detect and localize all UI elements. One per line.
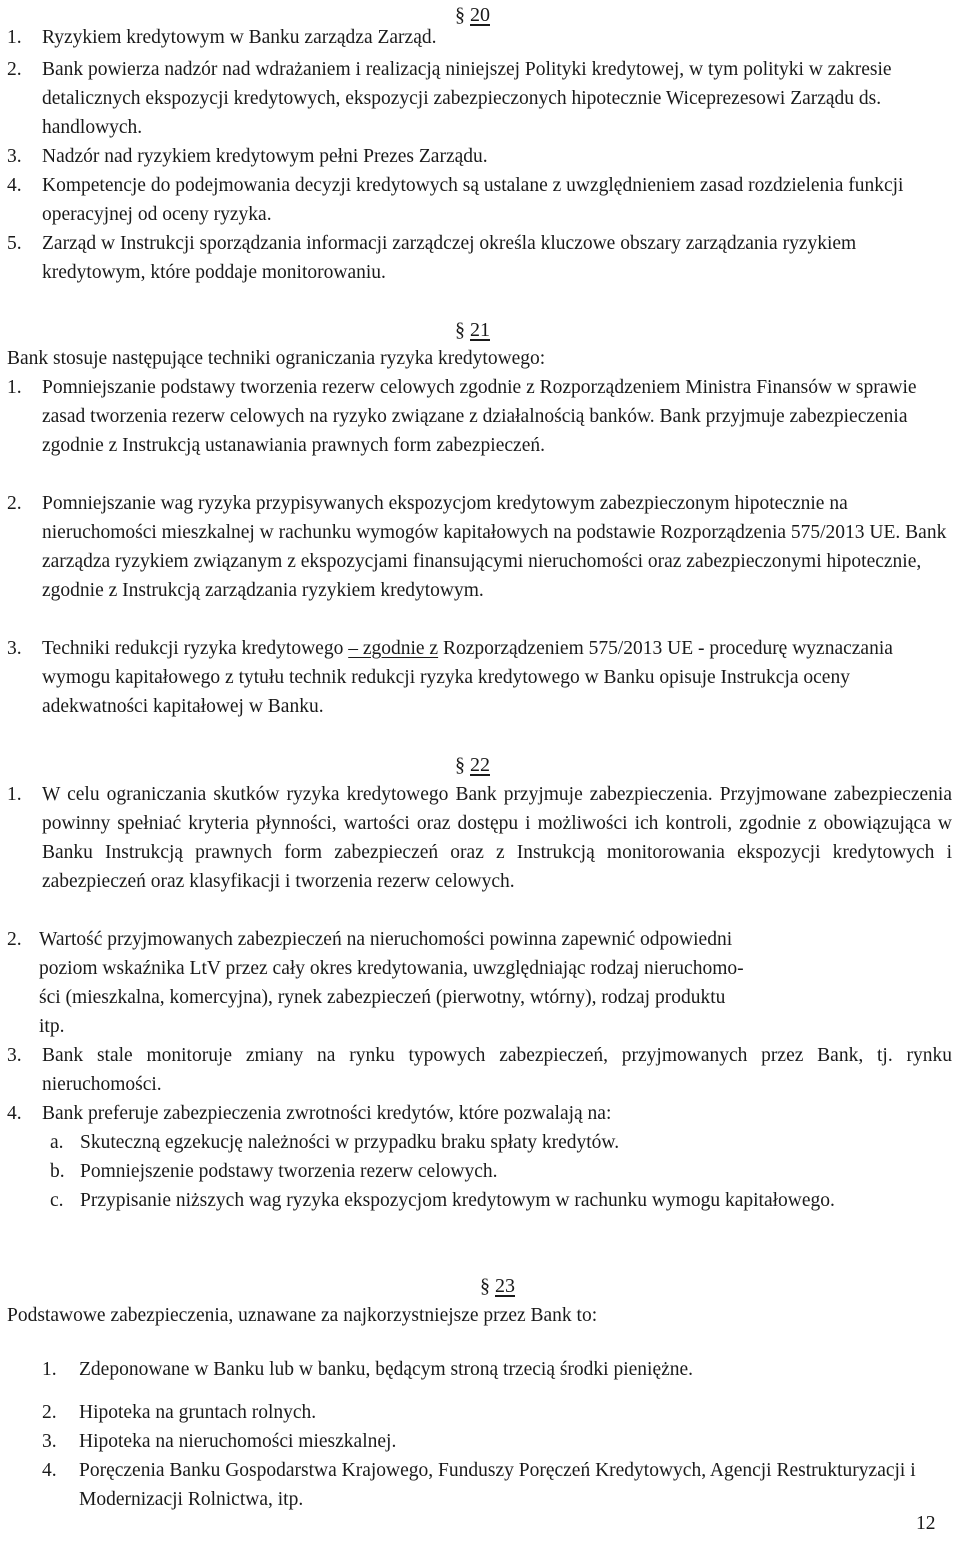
item-number: 1. xyxy=(7,377,22,398)
item-text: Bank powierza nadzór nad wdrażaniem i realizacją niniejszej Polityki kredytowej, w tym polityki w zakresie detalicznych ekspozycji kredytowych, ekspozycji zabezpieczonych hipotecznie Wiceprezesowi Zarządu ds. handlowych. xyxy=(42,59,892,138)
subitem-letter: a. xyxy=(50,1132,64,1153)
section-symbol: § xyxy=(455,754,465,776)
s23-item-4 xyxy=(42,1456,922,1514)
item-number: 3. xyxy=(7,638,22,659)
item-number: 3. xyxy=(7,146,22,167)
s22-item-4 xyxy=(7,1099,952,1128)
item-number: 1. xyxy=(7,784,22,805)
item-text: Zarząd w Instrukcji sporządzania informacji zarządczej określa kluczowe obszary zarządzania ryzykiem kredytowym, które poddaje monitorowaniu. xyxy=(42,233,857,283)
item-number: 2. xyxy=(7,59,22,80)
section-symbol: § xyxy=(455,4,465,26)
item-number: 2. xyxy=(7,493,22,514)
item-text: Hipoteka na nieruchomości mieszkalnej. xyxy=(79,1431,397,1452)
s22-item-2 xyxy=(7,925,952,1041)
item-text: W celu ograniczania skutków ryzyka kredytowego Bank przyjmuje zabezpieczenia. Przyjmowane zabezpieczenia powinny spełniać kryteria płynności, wartości oraz dostępu i możliwości ich kontroli, zgodnie z obowiązująca w Banku Instrukcją prawnych form zabezpieczeń oraz z Instrukcją monitorowania ekspozycji kredytowych i zabezpieczeń oraz klasyfikacji i tworzenia rezerw celowych. xyxy=(42,784,952,892)
subitem-text: Pomniejszenie podstawy tworzenia rezerw celowych. xyxy=(80,1161,498,1182)
subitem-letter: c. xyxy=(50,1190,64,1211)
s20-item-2 xyxy=(7,55,952,142)
item-text: Pomniejszanie podstawy tworzenia rezerw celowych zgodnie z Rozporządzeniem Ministra Finansów w sprawie zasad tworzenia rezerw celowych na ryzyko związane z działalnością banków. Bank przyjmuje zabezpieczenia zgodnie z Instrukcją ustanawiania prawnych form zabezpieczeń. xyxy=(42,377,917,456)
item-text xyxy=(39,925,952,1041)
section-21-heading xyxy=(455,318,490,342)
s22-item-3 xyxy=(7,1041,952,1099)
item-text-part: Rozporządzeniem 575/2013 UE - procedurę wyznaczania wymogu kapitałowego z tytułu technik redukcji ryzyka kredytowego w Banku opisuje Instrukcja oceny adekwatności kapitałowej w Banku. xyxy=(42,638,893,717)
s21-intro: Bank stosuje następujące techniki ograniczania ryzyka kredytowego: xyxy=(7,348,546,369)
subitem-text: Przypisanie niższych wag ryzyka ekspozycjom kredytowym w rachunku wymogu kapitałowego. xyxy=(80,1190,835,1211)
item-number: 3. xyxy=(7,1045,22,1066)
s20-item-3 xyxy=(7,142,952,171)
subitem-text: Skuteczną egzekucję należności w przypadku braku spłaty kredytów. xyxy=(80,1132,620,1153)
s20-item-1 xyxy=(7,23,952,52)
s22-subitem-a xyxy=(50,1128,952,1157)
section-23-heading xyxy=(480,1274,515,1298)
item-text xyxy=(42,634,952,721)
item-number: 2. xyxy=(7,929,22,950)
item-text: Kompetencje do podejmowania decyzji kredytowych są ustalane z uwzględnieniem zasad rozdzielenia funkcji operacyjnej od oceny ryzyka. xyxy=(42,175,904,225)
item-number: 1. xyxy=(42,1359,57,1380)
item-text-line: ści (mieszkalna, komercyjna), rynek zabezpieczeń (pierwotny, wtórny), rodzaj produktu xyxy=(39,987,726,1008)
item-text-line: poziom wskaźnika LtV przez cały okres kredytowania, uwzględniając rodzaj nieruchomo- xyxy=(39,958,744,979)
s23-intro: Podstawowe zabezpieczenia, uznawane za najkorzystniejsze przez Bank to: xyxy=(7,1305,598,1326)
item-text-line: Wartość przyjmowanych zabezpieczeń na nieruchomości powinna zapewnić odpowiedni xyxy=(39,929,733,950)
s22-item-1 xyxy=(7,780,952,896)
s22-subitem-b xyxy=(50,1157,952,1186)
s22-subitem-c xyxy=(50,1186,952,1215)
s23-item-2 xyxy=(42,1398,952,1427)
item-text: Pomniejszanie wag ryzyka przypisywanych ekspozycjom kredytowym zabezpieczonym hipotecznie na nieruchomości mieszkalnej w rachunku wymogów kapitałowych na podstawie Rozporządzenia 575/2013 UE. Bank zarządza ryzykiem związanym z ekspozycjami finansującymi nieruchomości oraz zabezpieczonymi hipotecznie, zgodnie z Instrukcją zarządzania ryzykiem kredytowym. xyxy=(42,493,947,601)
s23-item-1 xyxy=(42,1355,952,1384)
item-number: 4. xyxy=(7,1103,22,1124)
item-number: 4. xyxy=(42,1460,57,1481)
s20-item-4 xyxy=(7,171,952,229)
s20-item-5 xyxy=(7,229,952,287)
item-text: Hipoteka na gruntach rolnych. xyxy=(79,1402,317,1423)
section-number: 22 xyxy=(470,754,490,776)
section-22-heading xyxy=(455,753,490,777)
page-number: 12 xyxy=(916,1513,936,1534)
s21-item-3 xyxy=(7,634,952,721)
item-number: 4. xyxy=(7,175,22,196)
item-text-part: Techniki redukcji ryzyka kredytowego xyxy=(42,638,349,659)
section-symbol: § xyxy=(480,1275,490,1297)
subitem-letter: b. xyxy=(50,1161,65,1182)
item-text: Nadzór nad ryzykiem kredytowym pełni Prezes Zarządu. xyxy=(42,146,488,167)
item-text-line: itp. xyxy=(39,1016,65,1037)
s21-item-1 xyxy=(7,373,952,460)
item-number: 5. xyxy=(7,233,22,254)
item-number: 1. xyxy=(7,27,22,48)
section-number: 23 xyxy=(495,1275,515,1297)
section-number: 20 xyxy=(470,4,490,26)
item-text: Bank preferuje zabezpieczenia zwrotności kredytów, które pozwalają na: xyxy=(42,1103,612,1124)
section-symbol: § xyxy=(455,319,465,341)
section-number: 21 xyxy=(470,319,490,341)
item-text: Ryzykiem kredytowym w Banku zarządza Zarząd. xyxy=(42,27,437,48)
item-number: 3. xyxy=(42,1431,57,1452)
s23-item-3 xyxy=(42,1427,952,1456)
item-text: Zdeponowane w Banku lub w banku, będącym stroną trzecią środki pieniężne. xyxy=(79,1359,694,1380)
item-text: Poręczenia Banku Gospodarstwa Krajowego, Funduszy Poręczeń Kredytowych, Agencji Restrukturyzacji i Modernizacji Rolnictwa, itp. xyxy=(79,1460,916,1510)
item-number: 2. xyxy=(42,1402,57,1423)
item-text-underlined: – zgodnie z xyxy=(348,638,439,659)
item-text: Bank stale monitoruje zmiany na rynku typowych zabezpieczeń, przyjmowanych przez Bank, tj. rynku nieruchomości. xyxy=(42,1045,952,1095)
s21-item-2 xyxy=(7,489,952,605)
